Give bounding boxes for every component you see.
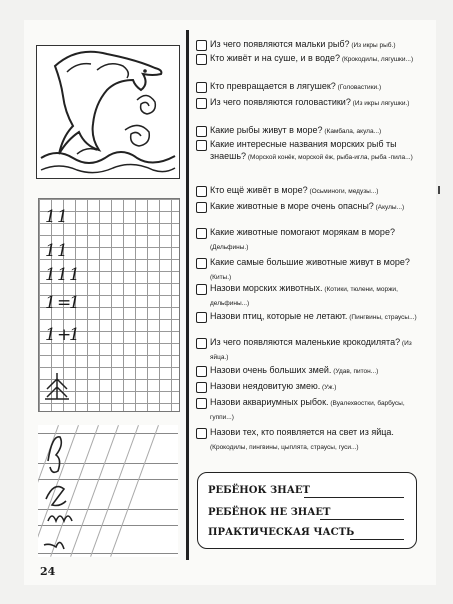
question-text <box>210 364 430 378</box>
question-text <box>210 310 430 324</box>
page-number: 24 <box>40 565 56 578</box>
question-item <box>196 226 430 254</box>
question-hint: (Уж.) <box>320 384 337 391</box>
question-main-text: Из чего появляются маленькие крокодилята? <box>210 337 401 347</box>
handwriting-practice <box>38 425 178 557</box>
question-hint: (Головастики.) <box>335 84 382 91</box>
question-text <box>210 200 430 214</box>
grid-glyph: + <box>57 325 72 345</box>
grid-glyph: 1 <box>45 325 56 345</box>
question-checkbox[interactable] <box>196 398 207 409</box>
question-main-text: Назови аквариумных рыбок. <box>210 397 329 407</box>
assessment-box <box>197 472 417 549</box>
question-main-text: Какие животные в море очень опасны? <box>210 201 374 211</box>
grid-glyph: = <box>57 293 72 313</box>
question-hint: (Осьминоги, медузы...) <box>307 188 379 195</box>
grid-glyph: 1 <box>57 265 68 285</box>
question-item <box>196 80 430 94</box>
question-hint: (Из икры рыб.) <box>349 42 396 49</box>
question-checkbox[interactable] <box>196 40 207 51</box>
dolphin-coloring-picture <box>36 45 180 179</box>
practice-label: ПРАКТИЧЕСКАЯ ЧАСТЬ <box>208 527 355 538</box>
dolphin-illustration <box>37 46 179 178</box>
question-hint: (Пингвины, страусы...) <box>347 314 417 321</box>
question-item <box>196 396 430 424</box>
question-item <box>196 336 430 364</box>
question-main-text: Из чего появляются мальки рыб? <box>210 39 350 49</box>
not-knows-answer-line[interactable] <box>320 519 404 520</box>
question-checkbox[interactable] <box>196 186 207 197</box>
question-main-text: Назови морских животных. <box>210 283 323 293</box>
grid-glyph: 1 <box>45 207 56 227</box>
question-main-text: Кто живёт и на суше, и в воде? <box>210 53 341 63</box>
question-hint: (Дельфины.) <box>210 244 249 251</box>
question-item <box>196 256 430 284</box>
question-item <box>196 364 430 378</box>
question-main-text: Кто ещё живёт в море? <box>210 185 308 195</box>
question-hint: (Крокодилы, пингвины, цыплята, страусы, гуси...) <box>210 444 359 451</box>
question-text <box>210 426 430 454</box>
question-hint: (Крокодилы, лягушки...) <box>340 56 414 63</box>
column-divider <box>186 30 189 560</box>
grid-glyph: 1 <box>57 207 68 227</box>
margin-mark <box>438 186 440 194</box>
question-main-text: Назови тех, кто появляется на свет из яйца. <box>210 427 394 437</box>
question-main-text: Кто превращается в лягушек? <box>210 81 336 91</box>
question-checkbox[interactable] <box>196 140 207 151</box>
question-item <box>196 138 430 164</box>
question-text <box>210 138 430 164</box>
question-main-text: Назови неядовитую змею. <box>210 381 321 391</box>
grid-glyph: 1 <box>69 265 80 285</box>
tree-pattern-icon <box>43 371 83 401</box>
question-text <box>210 226 430 254</box>
grid-glyph: 1 <box>45 293 56 313</box>
grid-glyph: 1 <box>69 293 80 313</box>
question-checkbox[interactable] <box>196 428 207 439</box>
question-checkbox[interactable] <box>196 228 207 239</box>
question-main-text: Из чего появляются головастики? <box>210 97 351 107</box>
question-checkbox[interactable] <box>196 126 207 137</box>
question-checkbox[interactable] <box>196 258 207 269</box>
question-checkbox[interactable] <box>196 382 207 393</box>
question-item <box>196 310 430 324</box>
question-item <box>196 96 430 110</box>
grid-glyph: 1 <box>45 265 56 285</box>
question-checkbox[interactable] <box>196 366 207 377</box>
question-checkbox[interactable] <box>196 82 207 93</box>
question-hint: (Киты.) <box>210 274 232 281</box>
question-item <box>196 426 430 454</box>
copy-grid <box>38 198 180 412</box>
grid-glyph: 1 <box>69 325 80 345</box>
question-text <box>210 124 430 138</box>
question-checkbox[interactable] <box>196 202 207 213</box>
cursive-letters-icon <box>38 425 98 555</box>
question-item <box>196 124 430 138</box>
question-text <box>210 282 430 310</box>
question-text <box>210 396 430 424</box>
knows-label: РЕБЁНОК ЗНАЕТ <box>208 485 310 496</box>
knows-answer-line[interactable] <box>304 497 404 498</box>
question-text <box>210 380 430 394</box>
not-knows-label: РЕБЁНОК НЕ ЗНАЕТ <box>208 507 331 518</box>
question-hint: (Из икры лягушки.) <box>350 100 410 107</box>
question-text <box>210 80 430 94</box>
question-checkbox[interactable] <box>196 54 207 65</box>
question-text <box>210 336 430 364</box>
grid-glyph: 1 <box>57 241 68 261</box>
question-item <box>196 38 430 52</box>
question-checkbox[interactable] <box>196 312 207 323</box>
practice-answer-line[interactable] <box>350 539 404 540</box>
question-hint: (Вуалехвостки, барбусы, гуппи...) <box>210 400 405 421</box>
question-main-text: Назови очень больших змей. <box>210 365 332 375</box>
question-text <box>210 256 430 284</box>
question-item <box>196 282 430 310</box>
question-hint: (Котики, тюлени, моржи, дельфины...) <box>210 286 398 307</box>
question-hint: (Камбала, акула...) <box>322 128 382 135</box>
question-checkbox[interactable] <box>196 98 207 109</box>
question-main-text: Какие животные помогают морякам в море? <box>210 227 395 237</box>
question-hint: (Морской конёк, морской ёж, рыба-игла, рыба -пила...) <box>246 154 413 161</box>
question-text <box>210 184 430 198</box>
question-text <box>210 96 430 110</box>
question-hint: (Из яйца.) <box>210 340 412 361</box>
grid-glyph: 1 <box>45 241 56 261</box>
question-text <box>210 38 430 52</box>
question-item <box>196 380 430 394</box>
question-checkbox[interactable] <box>196 338 207 349</box>
question-hint: (Удав, питон...) <box>331 368 379 375</box>
question-checkbox[interactable] <box>196 284 207 295</box>
question-main-text: Какие рыбы живут в море? <box>210 125 323 135</box>
question-item <box>196 184 430 198</box>
question-hint: (Акулы...) <box>373 204 405 211</box>
question-item <box>196 200 430 214</box>
question-main-text: Какие интересные названия морских рыб ты знаешь? <box>210 139 397 161</box>
question-main-text: Назови птиц, которые не летают. <box>210 311 348 321</box>
question-main-text: Какие самые большие животные живут в море? <box>210 257 410 267</box>
question-text <box>210 52 430 66</box>
question-item <box>196 52 430 66</box>
